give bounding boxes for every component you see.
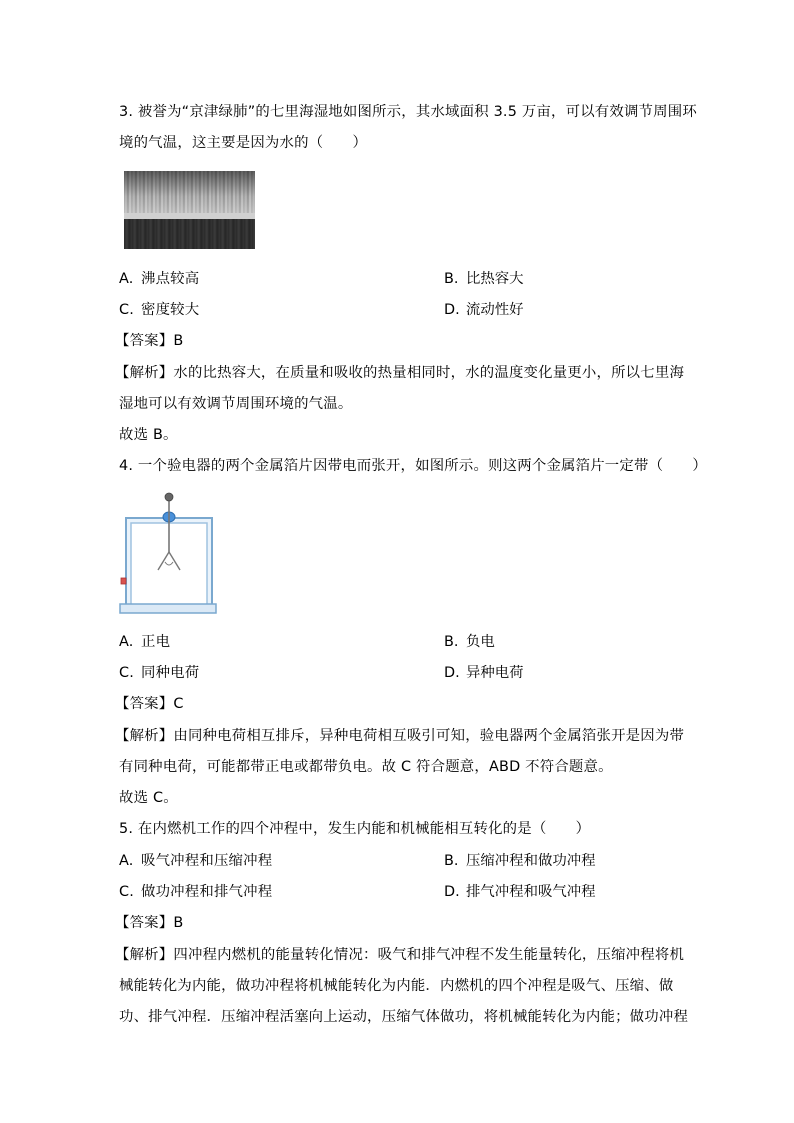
q4-analysis-line1 — [115, 726, 684, 746]
option-text: 同种电荷 — [141, 665, 200, 681]
option-label: D. — [444, 884, 460, 900]
option-label: C. — [119, 884, 135, 900]
q4-stem-line1: 4. 一个验电器的两个金属箔片因带电而张开，如图所示。则这两个金属箔片一定带（ ） — [119, 458, 707, 474]
q4-option-b — [444, 632, 495, 652]
analysis-text: 由同种电荷相互排斥，异种电荷相互吸引可知，验电器两个金属箔张开是因为带 — [173, 728, 685, 744]
electroscope-figure — [118, 490, 218, 616]
q4-option-c — [119, 663, 199, 683]
q3-stem-line1: 3. 被誉为“京津绿肺”的七里海湿地如图所示，其水域面积 3.5 万亩，可以有效调节周围环 — [119, 104, 697, 120]
answer-tag: 【答案】 — [115, 333, 174, 349]
q5-option-b — [444, 851, 596, 871]
option-text: 正电 — [141, 634, 171, 650]
option-label: C. — [119, 665, 135, 681]
q4-conclusion: 故选 C。 — [119, 790, 178, 806]
q3-analysis-line2: 湿地可以有效调节周围环境的气温。 — [119, 396, 353, 412]
q4-analysis-line2: 有同种电荷，可能都带正电或都带负电。故 C 符合题意，ABD 不符合题意。 — [119, 759, 613, 775]
option-text: 负电 — [466, 634, 495, 650]
q5-analysis-line3: 功、排气冲程．压缩冲程活塞向上运动，压缩气体做功，将机械能转化为内能；做功冲程 — [119, 1009, 689, 1025]
option-label: D. — [444, 665, 460, 681]
analysis-text: 水的比热容大，在质量和吸收的热量相同时，水的温度变化量更小，所以七里海 — [173, 365, 685, 381]
q3-stem-line2: 境的气温，这主要是因为水的（ ） — [119, 135, 368, 151]
q3-option-c — [119, 300, 199, 320]
q3-answer — [115, 331, 183, 351]
answer-value: C — [173, 696, 184, 712]
answer-value: B — [173, 333, 184, 349]
option-label: B. — [444, 853, 459, 869]
q5-analysis-line2: 械能转化为内能，做功冲程将机械能转化为内能．内燃机的四个冲程是吸气、压缩、做 — [119, 978, 674, 994]
option-label: D. — [444, 302, 460, 318]
answer-tag: 【答案】 — [115, 915, 174, 931]
analysis-tag: 【解析】 — [115, 728, 174, 744]
option-text: 吸气冲程和压缩冲程 — [141, 853, 273, 869]
q3-option-b — [444, 269, 524, 289]
q5-analysis-line1 — [115, 945, 684, 965]
analysis-text: 四冲程内燃机的能量转化情况：吸气和排气冲程不发生能量转化，压缩冲程将机 — [173, 947, 685, 963]
q3-conclusion: 故选 B。 — [119, 427, 178, 443]
option-text: 排气冲程和吸气冲程 — [466, 884, 596, 900]
option-label: A. — [119, 853, 134, 869]
option-text: 压缩冲程和做功冲程 — [466, 853, 596, 869]
q4-answer — [115, 694, 184, 714]
option-label: B. — [444, 271, 459, 287]
q4-option-d — [444, 663, 524, 683]
q5-option-c — [119, 882, 272, 902]
option-label: A. — [119, 634, 134, 650]
q5-stem-line1: 5. 在内燃机工作的四个冲程中，发生内能和机械能相互转化的是（ ） — [119, 821, 591, 837]
option-text: 沸点较高 — [141, 271, 200, 287]
option-label: A. — [119, 271, 134, 287]
option-text: 比热容大 — [466, 271, 524, 287]
option-text: 流动性好 — [466, 302, 524, 318]
q3-option-d — [444, 300, 524, 320]
q5-option-a — [119, 851, 272, 871]
q3-option-a — [119, 269, 199, 289]
q5-option-d — [444, 882, 596, 902]
answer-tag: 【答案】 — [115, 696, 174, 712]
option-text: 做功冲程和排气冲程 — [141, 884, 273, 900]
option-text: 密度较大 — [141, 302, 200, 318]
option-label: C. — [119, 302, 135, 318]
q5-answer — [115, 913, 183, 933]
analysis-tag: 【解析】 — [115, 365, 174, 381]
option-text: 异种电荷 — [466, 665, 524, 681]
option-label: B. — [444, 634, 459, 650]
q3-analysis-line1 — [115, 363, 684, 383]
q4-option-a — [119, 632, 170, 652]
analysis-tag: 【解析】 — [115, 947, 174, 963]
answer-value: B — [173, 915, 184, 931]
wetland-photo — [124, 171, 255, 249]
